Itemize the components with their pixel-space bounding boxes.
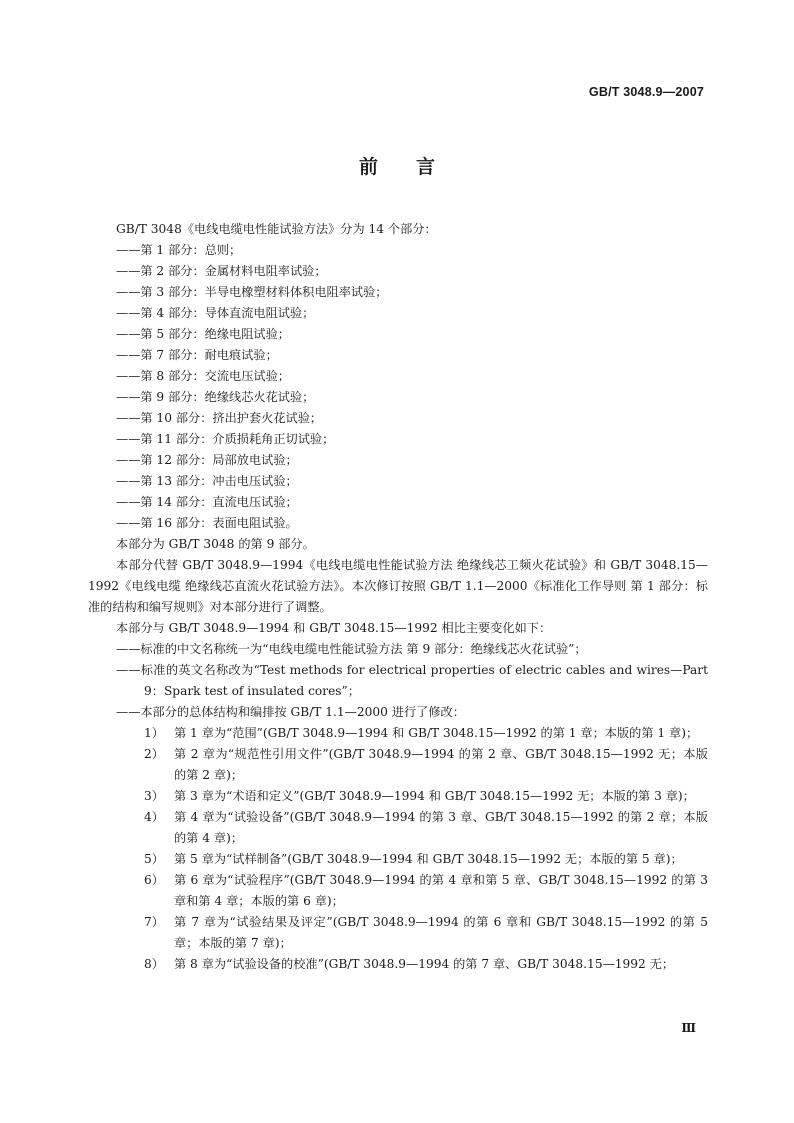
list-item: ——第 1 部分：总则； [116,243,242,257]
numbered-item [88,807,708,849]
list-item: ——第 5 部分：绝缘电阻试验； [116,327,290,341]
list-item: ——第 9 部分：绝缘线芯火花试验； [116,390,315,404]
list-item: ——第 10 部分：挤出护套火花试验； [116,411,323,425]
item-text: 第 8 章为“试验设备的校准”(GB/T 3048.9—1994 的第 7 章、GB/T 3048.15—1992 无； [174,957,675,971]
item-text: 第 2 章为“规范性引用文件”(GB/T 3048.9—1994 的第 2 章、GB/T 3048.15—1992 无；本版的第 2 章)； [174,747,708,782]
item-text: 第 7 章为“试验结果及评定”(GB/T 3048.9—1994 的第 6 章和 GB/T 3048.15—1992 的第 5 章；本版的第 7 章)； [174,915,708,950]
parts-list [88,240,708,534]
changes-list [88,639,708,723]
this-part-paragraph: 本部分为 GB/T 3048 的第 9 部分。 [116,537,315,551]
list-item: ——第 7 部分：耐电痕试验； [116,348,278,362]
numbered-item [88,744,708,786]
list-item: ——标准的英文名称改为“Test methods for electrical properties of electric cables and wires—Part 9：Spark test of insulated cores”； [116,663,708,698]
numbered-item [88,870,708,912]
item-text: 第 4 章为“试验设备”(GB/T 3048.9—1994 的第 3 章、GB/T 3048.15—1992 的第 2 章；本版的第 4 章)； [174,810,708,845]
numbered-list [88,723,708,975]
list-item: ——第 13 部分：冲击电压试验； [116,474,298,488]
page-title: 前言 [358,156,473,178]
item-number: 3） [144,789,164,803]
list-item: ——第 8 部分：交流电压试验； [116,369,290,383]
numbered-item [88,723,708,744]
numbered-item [88,954,708,975]
page-number: Ⅲ [681,1021,696,1035]
item-number: 5） [144,852,164,866]
item-number: 4） [144,810,164,824]
numbered-item [88,786,708,807]
list-item: ——第 3 部分：半导电橡塑材料体积电阻率试验； [116,285,388,299]
item-text: 第 5 章为“试样制备”(GB/T 3048.9—1994 和 GB/T 3048.15—1992 无；本版的第 5 章)； [174,852,683,866]
item-text: 第 6 章为“试验程序”(GB/T 3048.9—1994 的第 4 章和第 5 章、GB/T 3048.15—1992 的第 3 章和第 4 章；本版的第 6 章)； [174,873,708,908]
item-number: 1） [144,726,164,740]
numbered-item [88,849,708,870]
list-item: ——本部分的总体结构和编排按 GB/T 1.1—2000 进行了修改： [116,705,465,719]
item-number: 2） [144,747,164,761]
item-number: 8） [144,957,164,971]
replaces-paragraph: 本部分代替 GB/T 3048.9—1994《电线电缆电性能试验方法 绝缘线芯工频火花试验》和 GB/T 3048.15—1992《电线电缆 绝缘线芯直流火花试验方法》。本次修订按照 GB/T 1.1—2000《标准化工作导则 第 1 部分：标准的结构和编写规则》对本部分进行了调整。 [88,558,708,614]
list-item: ——第 11 部分：介质损耗角正切试验； [116,432,335,446]
item-number: 7） [144,915,164,929]
numbered-item [88,912,708,954]
list-item: ——第 12 部分：局部放电试验； [116,453,298,467]
item-number: 6） [144,873,164,887]
foreword-body [88,219,708,975]
list-item: ——第 14 部分：直流电压试验； [116,495,298,509]
list-item: ——第 16 部分：表面电阻试验。 [116,516,298,530]
item-text: 第 3 章为“术语和定义”(GB/T 3048.9—1994 和 GB/T 3048.15—1992 无；本版的第 3 章)； [174,789,695,803]
standard-number: GB/T 3048.9—2007 [588,85,704,99]
item-text: 第 1 章为“范围”(GB/T 3048.9—1994 和 GB/T 3048.15—1992 的第 1 章；本版的第 1 章)； [174,726,699,740]
intro-paragraph: GB/T 3048《电线电缆电性能试验方法》分为 14 个部分： [116,222,437,236]
list-item: ——标准的中文名称统一为“电线电缆电性能试验方法 第 9 部分：绝缘线芯火花试验”； [116,642,587,656]
list-item: ——第 2 部分：金属材料电阻率试验； [116,264,327,278]
list-item: ——第 4 部分：导体直流电阻试验； [116,306,315,320]
changes-intro-paragraph: 本部分与 GB/T 3048.9—1994 和 GB/T 3048.15—1992 相比主要变化如下： [116,621,552,635]
